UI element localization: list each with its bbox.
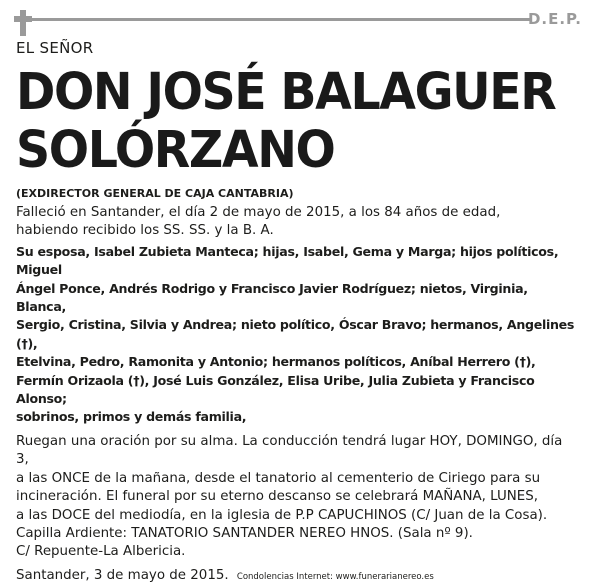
condolences-note: Condolencias Internet: www.funerarianereo.es: [236, 571, 434, 582]
family-line: Fermín Orizaola (†), José Luis González, Elisa Uribe, Julia Zubieta y Francisco Alonso;: [16, 372, 535, 407]
family-line: Su esposa, Isabel Zubieta Manteca; hijas, Isabel, Gema y Marga; hijos políticos, Miguel: [16, 243, 559, 278]
cross-icon: [14, 10, 32, 36]
service-line: Ruegan una oración por su alma. La conducción tendrá lugar HOY, DOMINGO, día 3,: [16, 433, 563, 468]
service-details: [16, 433, 576, 562]
former-position: (EXDIRECTOR GENERAL DE CAJA CANTABRIA): [16, 187, 294, 200]
service-line: incineración. El funeral por su eterno descanso se celebrará MAÑANA, LUNES,: [16, 489, 538, 505]
intro-label: EL SEÑOR: [16, 39, 94, 57]
obituary-content: [16, 38, 576, 587]
notice-footer: [16, 566, 576, 587]
death-line: Falleció en Santander, el día 2 de mayo de 2015, a los 84 años de edad,: [16, 205, 501, 220]
dep-label: D.E.P.: [527, 10, 582, 28]
death-details: [16, 204, 576, 241]
header-rule: [14, 18, 532, 21]
death-line: habiendo recibido los SS. SS. y la B. A.: [16, 223, 274, 239]
family-line: Ángel Ponce, Andrés Rodrigo y Francisco Javier Rodríguez; nietos, Virginia, Blanca,: [16, 280, 528, 315]
family-line: Sergio, Cristina, Silvia y Andrea; nieto político, Óscar Bravo; hermanos, Angelines (†),: [16, 317, 575, 351]
deceased-name-line1: DON JOSÉ BALAGUER: [16, 63, 556, 122]
service-line: C/ Repuente-La Albericia.: [16, 544, 186, 560]
service-line: a las DOCE del mediodía, en la iglesia de P.P CAPUCHINOS (C/ Juan de la Cosa).: [16, 507, 548, 523]
deceased-name-line2: SOLÓRZANO: [16, 121, 335, 180]
notice-header: [0, 0, 600, 36]
family-list: [16, 243, 576, 427]
place-date: Santander, 3 de mayo de 2015.: [16, 567, 229, 583]
family-line: sobrinos, primos y demás familia,: [16, 409, 247, 425]
service-line: Capilla Ardiente: TANATORIO SANTANDER NEREO HNOS. (Sala nº 9).: [16, 525, 473, 541]
family-line: Etelvina, Pedro, Ramonita y Antonio; hermanos políticos, Aníbal Herrero (†),: [16, 354, 536, 370]
service-line: a las ONCE de la mañana, desde el tanatorio al cementerio de Ciriego para su: [16, 470, 541, 486]
deceased-name: [16, 64, 593, 180]
